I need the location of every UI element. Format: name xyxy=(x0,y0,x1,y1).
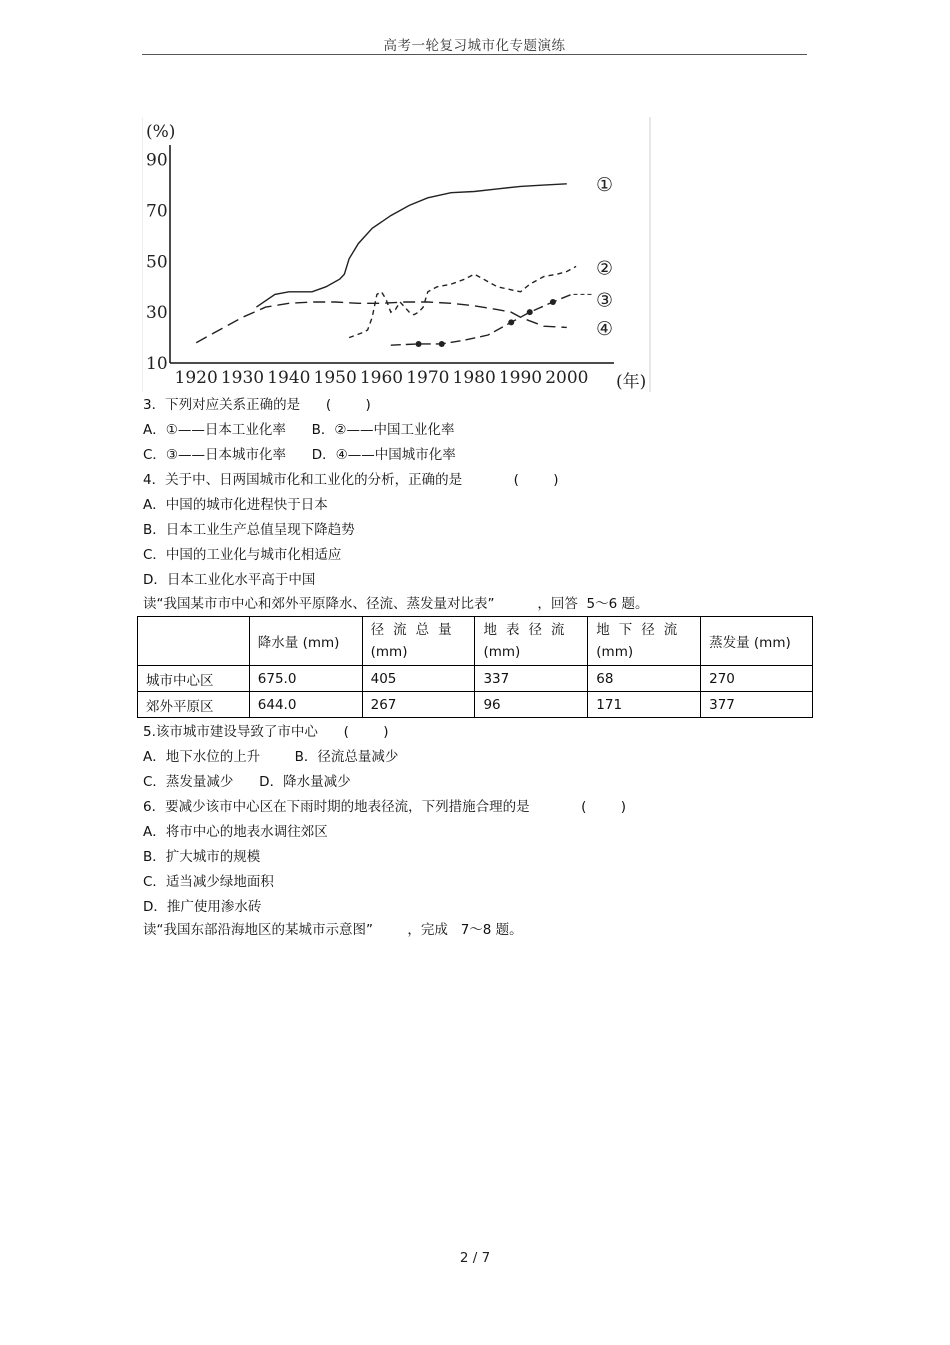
intro-questions-7-8: 读“我国东部沿海地区的某城市示意图” ，完成 7～8 题。 xyxy=(143,922,523,938)
header-rule xyxy=(142,54,807,55)
question-3-stem: 3．下列对应关系正确的是 xyxy=(143,397,301,413)
series-line xyxy=(349,266,576,337)
table-cell-evaporation: 270 xyxy=(701,666,813,692)
table-header-empty xyxy=(138,617,250,666)
y-tick-label: 10 xyxy=(146,354,168,374)
runoff-label: 径流总量 xyxy=(370,622,461,638)
question-4-option-a: A．中国的城市化进程快于日本 xyxy=(143,497,328,513)
table-header-precipitation: 降水量 (mm) xyxy=(249,617,362,666)
question-5-answer-blank: ( ) xyxy=(343,724,389,740)
question-6-option-c: C．适当减少绿地面积 xyxy=(143,874,274,890)
series-marker-label: ④ xyxy=(596,317,614,340)
table-cell-ground-runoff: 68 xyxy=(588,666,701,692)
comparison-table xyxy=(137,616,813,718)
question-6-stem: 6．要减少该市中心区在下雨时期的地表径流，下列措施合理的是 xyxy=(143,799,530,815)
question-4-answer-blank: ( ) xyxy=(513,472,559,488)
x-tick-label: 1940 xyxy=(267,368,311,388)
y-tick-label: 70 xyxy=(146,201,168,222)
ground-runoff-label: 地下径流 xyxy=(596,622,687,638)
question-6-answer-blank: ( ) xyxy=(581,799,626,815)
table-cell-surface-runoff: 96 xyxy=(475,692,588,718)
series-marker-label: ③ xyxy=(596,289,614,312)
page-header-title: 高考一轮复习城市化专题演练 xyxy=(383,38,566,54)
question-6 xyxy=(143,797,626,817)
series-point xyxy=(508,319,514,325)
y-tick-label: 30 xyxy=(146,303,168,324)
question-6-option-b: B．扩大城市的规模 xyxy=(143,849,261,865)
question-6-option-d: D．推广使用渗水砖 xyxy=(143,899,262,915)
intro-questions-5-6: 读“我国某市市中心和郊外平原降水、径流、蒸发量对比表” ，回答 5～6 题。 xyxy=(143,596,649,612)
table-row xyxy=(138,692,813,718)
x-tick-label: 1980 xyxy=(452,368,496,388)
x-tick-label: 2000 xyxy=(545,368,589,388)
series-point xyxy=(416,341,422,347)
question-5-stem: 5.该市城市建设导致了市中心 xyxy=(143,724,318,740)
table-header-row xyxy=(138,617,813,666)
urbanization-chart xyxy=(142,117,652,392)
series-markers xyxy=(573,174,613,340)
question-3-options-ab: A．①——日本工业化率 B．②——中国工业化率 xyxy=(143,422,455,438)
question-6-option-a: A．将市中心的地表水调往郊区 xyxy=(143,824,328,840)
x-tick-label: 1930 xyxy=(220,368,265,388)
y-axis-label: (%) xyxy=(146,122,176,142)
series-point xyxy=(439,341,445,347)
question-3-options-cd: C．③——日本城市化率 D．④——中国城市化率 xyxy=(143,447,456,463)
x-tick-label: 1960 xyxy=(359,368,404,388)
table-cell-area: 郊外平原区 xyxy=(138,692,250,718)
question-5-options-ab: A．地下水位的上升 B．径流总量减少 xyxy=(143,749,399,765)
x-tick-label: 1990 xyxy=(498,368,543,388)
surface-runoff-unit: (mm) xyxy=(483,644,521,660)
series-marker-label: ① xyxy=(596,173,614,196)
table-cell-evaporation: 377 xyxy=(701,692,813,718)
table-header-evaporation: 蒸发量 (mm) xyxy=(701,617,813,666)
table-cell-runoff: 405 xyxy=(362,666,475,692)
table-cell-surface-runoff: 337 xyxy=(475,666,588,692)
question-3 xyxy=(143,395,371,415)
x-tick-label: 1950 xyxy=(313,368,357,388)
series-point xyxy=(550,299,556,305)
question-5-options-cd: C．蒸发量减少 D．降水量减少 xyxy=(143,774,351,790)
table-row xyxy=(138,666,813,692)
question-4-stem: 4．关于中、日两国城市化和工业化的分析，正确的是 xyxy=(143,472,463,488)
series-point xyxy=(527,309,533,315)
x-axis-label: (年) xyxy=(616,372,647,392)
series-layer xyxy=(196,184,576,347)
question-4-option-c: C．中国的工业化与城市化相适应 xyxy=(143,547,342,563)
runoff-unit: (mm) xyxy=(370,644,408,660)
table-header-surface-runoff xyxy=(475,617,588,666)
series-line xyxy=(391,294,572,345)
table-header-ground-runoff xyxy=(588,617,701,666)
question-4 xyxy=(143,470,558,490)
question-4-option-d: D．日本工业化水平高于中国 xyxy=(143,572,316,588)
question-3-answer-blank: ( ) xyxy=(325,397,371,413)
ground-runoff-unit: (mm) xyxy=(596,644,634,660)
y-tick-label: 90 xyxy=(146,150,168,171)
table-header-runoff xyxy=(362,617,475,666)
x-tick-label: 1970 xyxy=(406,368,450,388)
x-tick-label: 1920 xyxy=(174,368,218,388)
y-tick-label: 50 xyxy=(146,252,168,273)
table-cell-runoff: 267 xyxy=(362,692,475,718)
table-cell-precipitation: 644.0 xyxy=(249,692,362,718)
y-tick-labels xyxy=(146,151,168,374)
page-number: 2 / 7 xyxy=(459,1250,491,1266)
series-marker-label: ② xyxy=(596,257,614,280)
surface-runoff-label: 地表径流 xyxy=(483,622,574,638)
question-5 xyxy=(143,722,389,742)
table-cell-precipitation: 675.0 xyxy=(249,666,362,692)
table-cell-area: 城市中心区 xyxy=(138,666,250,692)
chart-svg xyxy=(142,117,652,392)
x-tick-labels xyxy=(175,368,589,388)
question-4-option-b: B．日本工业生产总值呈现下降趋势 xyxy=(143,522,355,538)
table-cell-ground-runoff: 171 xyxy=(588,692,701,718)
series-line xyxy=(256,184,566,307)
